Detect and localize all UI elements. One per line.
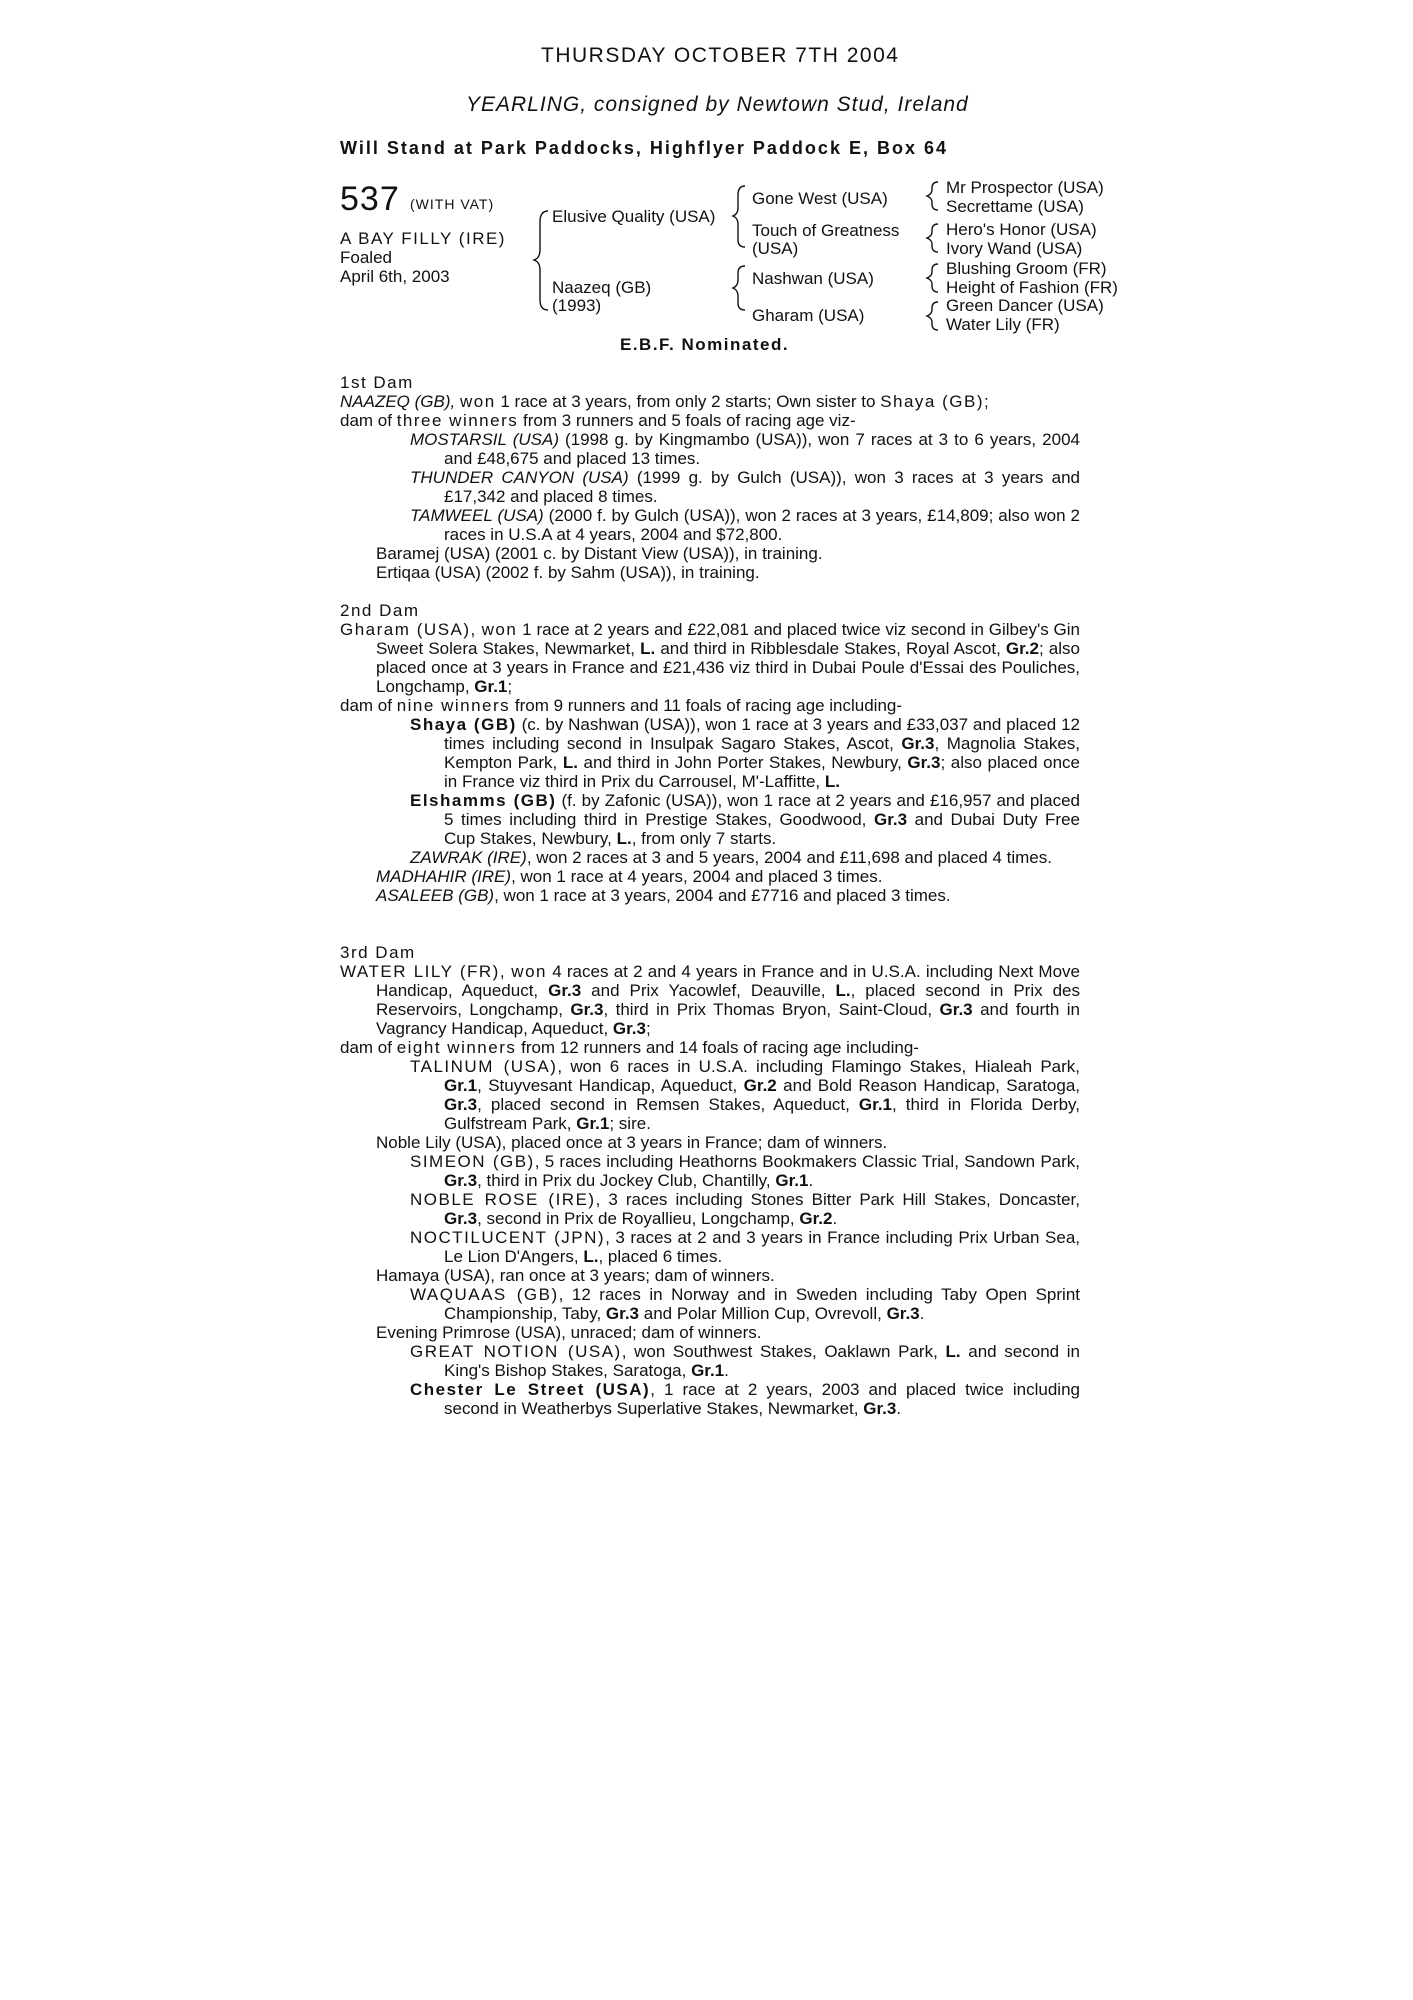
text: (c. by Nashwan (USA)), won 1 race at 3 years and £33,037 and placed 12 times including second in Insulpak Sagaro Stakes, Ascot,	[444, 715, 1080, 753]
grade: Gr.3	[907, 753, 941, 772]
text: , 3 races at 2 and 3 years in France including Prix Urban Sea, Le Lion D'Angers,	[444, 1228, 1080, 1266]
progeny-item	[340, 1285, 1080, 1323]
grade: Gr.3	[444, 1209, 478, 1228]
text: , 1 race at 2 years, 2003 and placed twice including second in Weatherbys Superlative Stakes, Newmarket,	[444, 1380, 1080, 1418]
text: and fourth in Vagrancy Handicap, Aqueduct,	[376, 1000, 1080, 1038]
text: and third in Ribblesdale Stakes, Royal Ascot,	[655, 639, 1006, 658]
consignment-line: YEARLING, consigned by Newtown Stud, Ireland	[466, 93, 969, 116]
grade: Gr.1	[775, 1171, 809, 1190]
grade: L.	[835, 981, 851, 1000]
progeny-item	[340, 791, 1080, 848]
progeny-item	[340, 867, 1080, 886]
dds: Green Dancer (USA)	[946, 296, 1104, 315]
grade: L.	[562, 753, 578, 772]
second-dam-section	[340, 601, 1080, 905]
second-dam-heading: 2nd Dam	[340, 601, 420, 620]
text: ; sire.	[609, 1114, 651, 1133]
text: (f. by Zafonic (USA)), won 1 race at 2 years and £16,957 and placed 5 times including third in Prestige Stakes, Goodwood,	[444, 791, 1080, 829]
text: .	[832, 1209, 838, 1228]
grade: L.	[616, 829, 632, 848]
ebf-note: E.B.F. Nominated.	[620, 335, 790, 354]
text: dam of	[340, 1038, 397, 1057]
grade: L.	[640, 639, 656, 658]
grade: Gr.2	[799, 1209, 833, 1228]
grade: Gr.1	[858, 1095, 893, 1114]
dsd: Height of Fashion (FR)	[946, 278, 1118, 297]
text: from 9 runners and 11 foals of racing age including-	[510, 696, 903, 715]
dam-year: (1993)	[552, 296, 602, 315]
text: and second in King's Bishop Stakes, Saratoga,	[444, 1342, 1080, 1380]
first-dam-winners	[340, 411, 1080, 430]
text: , third in Florida Derby, Gulfstream Park,	[444, 1095, 1081, 1133]
text: , placed 6 times.	[598, 1247, 723, 1266]
sds: Hero's Honor (USA)	[946, 220, 1097, 239]
first-dam-line	[340, 392, 1080, 411]
winners-count: three winners	[396, 411, 519, 430]
grade: Gr.2	[1005, 639, 1039, 658]
horse-name: ZAWRAK (IRE)	[410, 848, 527, 867]
second-dam-record	[340, 620, 1080, 696]
horse-name: TAMWEEL (USA)	[410, 506, 544, 525]
text: ; also placed once in France viz third in Prix du Carrousel, M'-Laffitte,	[444, 753, 1080, 791]
progeny-item	[340, 430, 1080, 468]
text: , Stuyvesant Handicap, Aqueduct,	[477, 1076, 744, 1095]
winners-count: nine winners	[396, 696, 511, 715]
progeny-item	[340, 715, 1080, 791]
sire-dam-line2: (USA)	[752, 239, 799, 258]
text: , won 2 races at 3 and 5 years, 2004 and £11,698 and placed 4 times.	[526, 848, 1052, 867]
progeny-item	[340, 886, 1080, 905]
dam-sire: Nashwan (USA)	[752, 269, 874, 288]
grade: L.	[824, 772, 840, 791]
grade: Gr.3	[605, 1304, 640, 1323]
text: and third in John Porter Stakes, Newbury,	[577, 753, 908, 772]
horse-name: ASALEEB (GB)	[376, 886, 495, 905]
first-dam-section	[340, 373, 1080, 582]
grade: Gr.3	[901, 734, 935, 753]
text: 1 race at 2 years and £22,081 and placed twice viz second in Gilbey's Gin Sweet Solera Stakes, Newmarket,	[376, 620, 1080, 658]
horse-name: THUNDER CANYON (USA)	[410, 468, 629, 487]
horse-name: Gharam (USA),	[340, 620, 477, 639]
text: , Magnolia Stakes, Kempton Park,	[444, 734, 1080, 772]
sire: Elusive Quality (USA)	[552, 207, 716, 226]
horse-name: Elshamms (GB)	[410, 791, 557, 810]
pedigree-braces	[0, 0, 1413, 360]
horse-name: Shaya (GB)	[410, 715, 517, 734]
text: , 3 races including Stones Bitter Park Hill Stakes, Doncaster,	[595, 1190, 1081, 1209]
ssd: Secrettame (USA)	[946, 197, 1084, 216]
progeny-item	[340, 468, 1080, 506]
text: and Polar Million Cup, Ovrevoll,	[639, 1304, 887, 1323]
grade: L.	[945, 1342, 961, 1361]
vat-note: (WITH VAT)	[410, 196, 495, 212]
text: 4 races at 2 and 4 years in France and in U.S.A. including Next Move Handicap, Aqueduct,	[376, 962, 1080, 1000]
text: , 5 races including Heathorns Bookmakers Classic Trial, Sandown Park,	[534, 1152, 1081, 1171]
horse-name: WAQUAAS (GB)	[410, 1285, 559, 1304]
horse-name: NOCTILUCENT (JPN)	[410, 1228, 606, 1247]
foaled-label: Foaled	[340, 248, 392, 267]
ddd: Water Lily (FR)	[946, 315, 1060, 334]
text: and Dubai Duty Free Cup Stakes, Newbury,	[444, 810, 1080, 848]
text: , 12 races in Norway and in Sweden including Taby Open Sprint Championship, Taby,	[444, 1285, 1080, 1323]
progeny-item	[340, 506, 1080, 544]
text: (1999 g. by Gulch (USA)), won 3 races at 3 years and £17,342 and placed 8 times.	[444, 468, 1081, 506]
won-word: won	[511, 962, 547, 981]
grade: Gr.3	[873, 810, 908, 829]
text: .	[808, 1171, 814, 1190]
text: ;	[984, 392, 989, 411]
sire-dam-line1: Touch of Greatness	[752, 221, 900, 240]
progeny-item: Noble Lily (USA), placed once at 3 years in France; dam of winners.	[376, 1133, 888, 1152]
second-dam-winners	[340, 696, 1080, 715]
text: dam of	[340, 696, 397, 715]
dam: Naazeq (GB)	[552, 278, 652, 297]
text: 1 race at 3 years, from only 2 starts; Own sister to	[495, 392, 881, 411]
text: (2000 f. by Gulch (USA)), won 2 races at 3 years, £14,809; also won 2 races in U.S.A at 4 years, 2004 and $72,800.	[444, 506, 1080, 544]
sire-sire: Gone West (USA)	[752, 189, 888, 208]
text: , from only 7 starts.	[631, 829, 777, 848]
progeny-item	[340, 1342, 1080, 1380]
won-word: won	[459, 392, 496, 411]
text: dam of	[340, 411, 397, 430]
progeny-item	[340, 1190, 1080, 1228]
progeny-item	[340, 1057, 1080, 1133]
grade: Gr.3	[444, 1095, 478, 1114]
horse-name: SIMEON (GB)	[410, 1152, 535, 1171]
horse-name: NOBLE ROSE (IRE)	[410, 1190, 596, 1209]
horse-name: MOSTARSIL (USA)	[410, 430, 559, 449]
text: from 3 runners and 5 foals of racing age viz-	[518, 411, 856, 430]
grade: Gr.1	[691, 1361, 725, 1380]
text: , won Southwest Stakes, Oaklawn Park,	[621, 1342, 946, 1361]
grade: L.	[583, 1247, 599, 1266]
grade: Gr.3	[548, 981, 582, 1000]
text: .	[896, 1399, 902, 1418]
grade: Gr.3	[863, 1399, 897, 1418]
text: , placed second in Prix des Reservoirs, Longchamp,	[376, 981, 1080, 1019]
grade: Gr.3	[444, 1171, 478, 1190]
lot-number: 537	[340, 180, 400, 218]
horse-name: Chester Le Street (USA)	[410, 1380, 651, 1399]
progeny-item	[340, 1380, 1080, 1418]
sdd: Ivory Wand (USA)	[946, 239, 1083, 258]
sister-name: Shaya (GB)	[880, 392, 984, 411]
text: (1998 g. by Kingmambo (USA)), won 7 races at 3 to 6 years, 2004 and £48,675 and placed 13 times.	[444, 430, 1080, 468]
text: .	[919, 1304, 925, 1323]
third-dam-section	[340, 943, 1080, 1418]
text: ; also placed once at 3 years in France and £21,436 viz third in Dubai Poule d'Essai des Pouliches, Longchamp,	[376, 639, 1080, 696]
horse-name: MADHAHIR (IRE)	[376, 867, 512, 886]
lot-name: A BAY FILLY (IRE)	[340, 229, 506, 248]
stand-location: Will Stand at Park Paddocks, Highflyer Paddock E, Box 64	[340, 138, 948, 158]
dss: Blushing Groom (FR)	[946, 259, 1107, 278]
dam-name: NAAZEQ (GB),	[340, 392, 456, 411]
grade: Gr.2	[743, 1076, 777, 1095]
third-dam-heading: 3rd Dam	[340, 943, 416, 962]
winners-count: eight winners	[396, 1038, 517, 1057]
text: ;	[507, 677, 513, 696]
text: , placed second in Remsen Stakes, Aqueduct,	[477, 1095, 859, 1114]
sss: Mr Prospector (USA)	[946, 178, 1104, 197]
progeny-item	[340, 1228, 1080, 1266]
progeny-item	[340, 848, 1080, 867]
text: and Prix Yacowlef, Deauville,	[581, 981, 836, 1000]
progeny-item: Evening Primrose (USA), unraced; dam of winners.	[376, 1323, 762, 1342]
grade: Gr.1	[444, 1076, 478, 1095]
grade: Gr.3	[612, 1019, 646, 1038]
won-word: won	[481, 620, 518, 639]
progeny-item: Hamaya (USA), ran once at 3 years; dam of winners.	[376, 1266, 775, 1285]
third-dam-record	[340, 962, 1080, 1038]
text: , second in Prix de Royallieu, Longchamp,	[477, 1209, 800, 1228]
dam-dam: Gharam (USA)	[752, 306, 865, 325]
progeny-item	[340, 1152, 1080, 1190]
text: and Bold Reason Handicap, Saratoga,	[776, 1076, 1080, 1095]
grade: Gr.1	[474, 677, 508, 696]
horse-name: GREAT NOTION (USA)	[410, 1342, 622, 1361]
first-dam-heading: 1st Dam	[340, 373, 414, 392]
progeny-item: Baramej (USA) (2001 c. by Distant View (USA)), in training.	[376, 544, 823, 563]
third-dam-winners	[340, 1038, 1080, 1057]
catalogue-date: THURSDAY OCTOBER 7TH 2004	[541, 44, 900, 67]
foaled-date: April 6th, 2003	[340, 267, 450, 286]
grade: Gr.3	[570, 1000, 604, 1019]
grade: Gr.1	[576, 1114, 610, 1133]
text: , third in Prix du Jockey Club, Chantilly,	[477, 1171, 776, 1190]
grade: Gr.3	[939, 1000, 973, 1019]
text: from 12 runners and 14 foals of racing age including-	[516, 1038, 919, 1057]
horse-name: WATER LILY (FR),	[340, 962, 507, 981]
text: , won 1 race at 4 years, 2004 and placed 3 times.	[511, 867, 883, 886]
horse-name: TALINUM (USA)	[410, 1057, 558, 1076]
progeny-item: Ertiqaa (USA) (2002 f. by Sahm (USA)), in training.	[376, 563, 760, 582]
grade: Gr.3	[886, 1304, 920, 1323]
text: ;	[646, 1019, 651, 1038]
text: , third in Prix Thomas Bryon, Saint-Cloud,	[603, 1000, 940, 1019]
text: .	[724, 1361, 729, 1380]
text: , won 6 races in U.S.A. including Flamingo Stakes, Hialeah Park,	[557, 1057, 1080, 1076]
text: , won 1 race at 3 years, 2004 and £7716 and placed 3 times.	[494, 886, 951, 905]
